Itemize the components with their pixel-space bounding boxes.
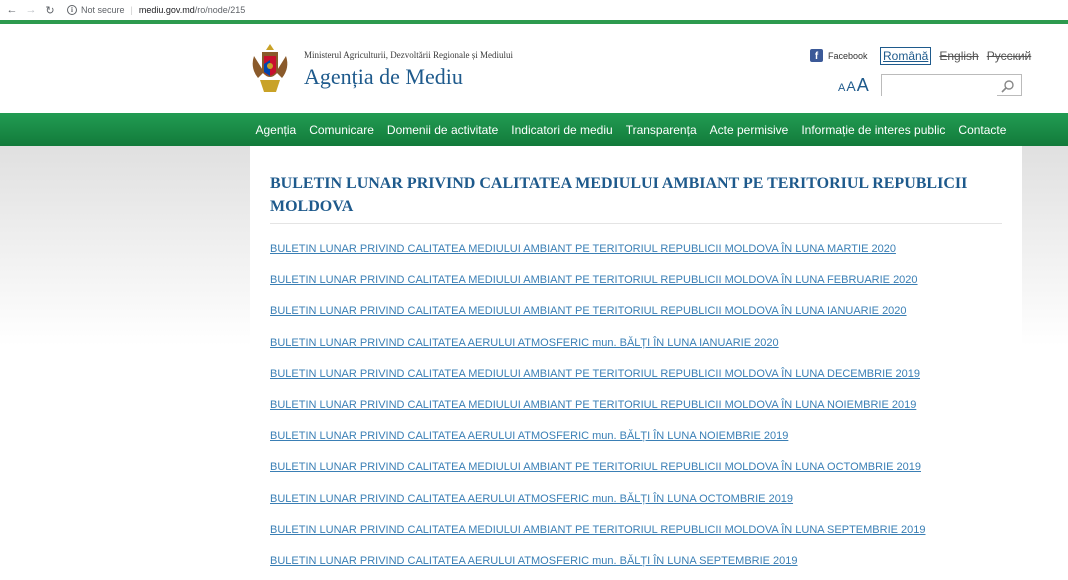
address-bar[interactable] — [139, 5, 245, 15]
list-item — [270, 424, 926, 455]
bulletin-link[interactable]: BULETIN LUNAR PRIVIND CALITATEA MEDIULUI AMBIANT PE TERITORIUL REPUBLICII MOLDOVA ÎN LUNA OCTOMBRIE 2019 — [270, 461, 921, 474]
reload-icon[interactable]: ↻ — [45, 4, 55, 17]
bulletin-list — [270, 237, 926, 580]
bulletin-link[interactable]: BULETIN LUNAR PRIVIND CALITATEA AERULUI ATMOSFERIC mun. BĂLȚI ÎN LUNA IANUARIE 2020 — [270, 336, 779, 349]
font-size-large[interactable]: A — [856, 75, 869, 95]
list-item — [270, 268, 926, 299]
url-separator: | — [130, 5, 133, 15]
nav-item-indicatori[interactable]: Indicatori de mediu — [511, 122, 613, 137]
nav-item-agentia[interactable]: Agenția — [255, 122, 297, 137]
search-input[interactable] — [882, 77, 997, 97]
background-left — [0, 146, 250, 580]
security-status: Not secure — [81, 5, 125, 15]
site-header — [0, 24, 1068, 113]
list-item — [270, 362, 926, 393]
facebook-label: Facebook — [828, 50, 868, 61]
list-item — [270, 487, 926, 518]
forward-arrow-icon[interactable]: → — [25, 4, 37, 16]
bulletin-link[interactable]: BULETIN LUNAR PRIVIND CALITATEA AERULUI ATMOSFERIC mun. BĂLȚI ÎN LUNA SEPTEMBRIE 2019 — [270, 554, 798, 567]
bulletin-link[interactable]: BULETIN LUNAR PRIVIND CALITATEA AERULUI ATMOSFERIC mun. BĂLȚI ÎN LUNA NOIEMBRIE 2019 — [270, 430, 789, 443]
url-host: mediu.gov.md — [138, 5, 195, 15]
font-size-controls — [838, 75, 869, 96]
facebook-link[interactable] — [810, 49, 868, 62]
page-title: BULETIN LUNAR PRIVIND CALITATEA MEDIULUI AMBIANT PE TERITORIUL REPUBLICII MOLDOVA — [270, 175, 968, 215]
nav-item-domenii[interactable]: Domenii de activitate — [386, 122, 499, 137]
nav-item-contacte[interactable]: Contacte — [958, 122, 1007, 137]
list-item — [270, 331, 926, 362]
list-item — [270, 518, 926, 549]
facebook-icon: f — [810, 49, 823, 62]
bulletin-link[interactable]: BULETIN LUNAR PRIVIND CALITATEA AERULUI ATMOSFERIC mun. BĂLȚI ÎN LUNA OCTOMBRIE 2019 — [270, 492, 794, 505]
search-box — [881, 74, 1022, 96]
bulletin-link[interactable]: BULETIN LUNAR PRIVIND CALITATEA MEDIULUI AMBIANT PE TERITORIUL REPUBLICII MOLDOVA ÎN LUNA MARTIE 2020 — [270, 243, 896, 255]
list-item — [270, 455, 926, 486]
browser-toolbar — [0, 0, 1068, 20]
bulletin-link[interactable]: BULETIN LUNAR PRIVIND CALITATEA MEDIULUI AMBIANT PE TERITORIUL REPUBLICII MOLDOVA ÎN LUNA NOIEMBRIE 2019 — [270, 398, 917, 411]
language-switcher — [880, 47, 1031, 65]
ministry-name: Ministerul Agriculturii, Dezvoltării Regionale și Mediului — [304, 50, 513, 60]
nav-item-comunicare[interactable]: Comunicare — [309, 122, 374, 137]
font-size-medium[interactable]: A — [846, 78, 856, 94]
nav-item-acte-permisive[interactable]: Acte permisive — [709, 122, 789, 137]
bulletin-link[interactable]: BULETIN LUNAR PRIVIND CALITATEA MEDIULUI AMBIANT PE TERITORIUL REPUBLICII MOLDOVA ÎN LUNA IANUARIE 2020 — [270, 305, 907, 318]
site-logo-title[interactable]: Agenția de Mediu — [304, 64, 463, 89]
list-item — [270, 393, 926, 424]
bulletin-link[interactable]: BULETIN LUNAR PRIVIND CALITATEA MEDIULUI AMBIANT PE TERITORIUL REPUBLICII MOLDOVA ÎN LUNA SEPTEMBRIE 2019 — [270, 523, 926, 536]
list-item — [270, 299, 926, 330]
info-icon[interactable]: i — [67, 5, 77, 15]
bulletin-link[interactable]: BULETIN LUNAR PRIVIND CALITATEA MEDIULUI AMBIANT PE TERITORIUL REPUBLICII MOLDOVA ÎN LUNA FEBRUARIE 2020 — [270, 274, 918, 287]
background-right — [1022, 146, 1068, 580]
list-item — [270, 237, 926, 268]
coat-of-arms-icon[interactable] — [250, 42, 290, 94]
list-item — [270, 549, 926, 580]
url-path: /ro/node/215 — [194, 5, 246, 15]
main-navigation — [0, 113, 1068, 146]
lang-russian[interactable]: Русский — [986, 49, 1032, 63]
lang-romana[interactable]: Română — [880, 47, 931, 65]
search-icon[interactable] — [1001, 79, 1015, 93]
bulletin-link[interactable]: BULETIN LUNAR PRIVIND CALITATEA MEDIULUI AMBIANT PE TERITORIUL REPUBLICII MOLDOVA ÎN LUNA DECEMBRIE 2019 — [270, 367, 920, 380]
lang-english[interactable]: English — [939, 49, 979, 63]
font-size-small[interactable]: A — [838, 82, 846, 94]
nav-item-informatie[interactable]: Informație de interes public — [801, 122, 946, 137]
back-arrow-icon[interactable]: ← — [6, 4, 18, 16]
nav-item-transparenta[interactable]: Transparența — [625, 122, 697, 137]
title-divider — [270, 223, 1002, 224]
main-content — [250, 146, 1022, 580]
